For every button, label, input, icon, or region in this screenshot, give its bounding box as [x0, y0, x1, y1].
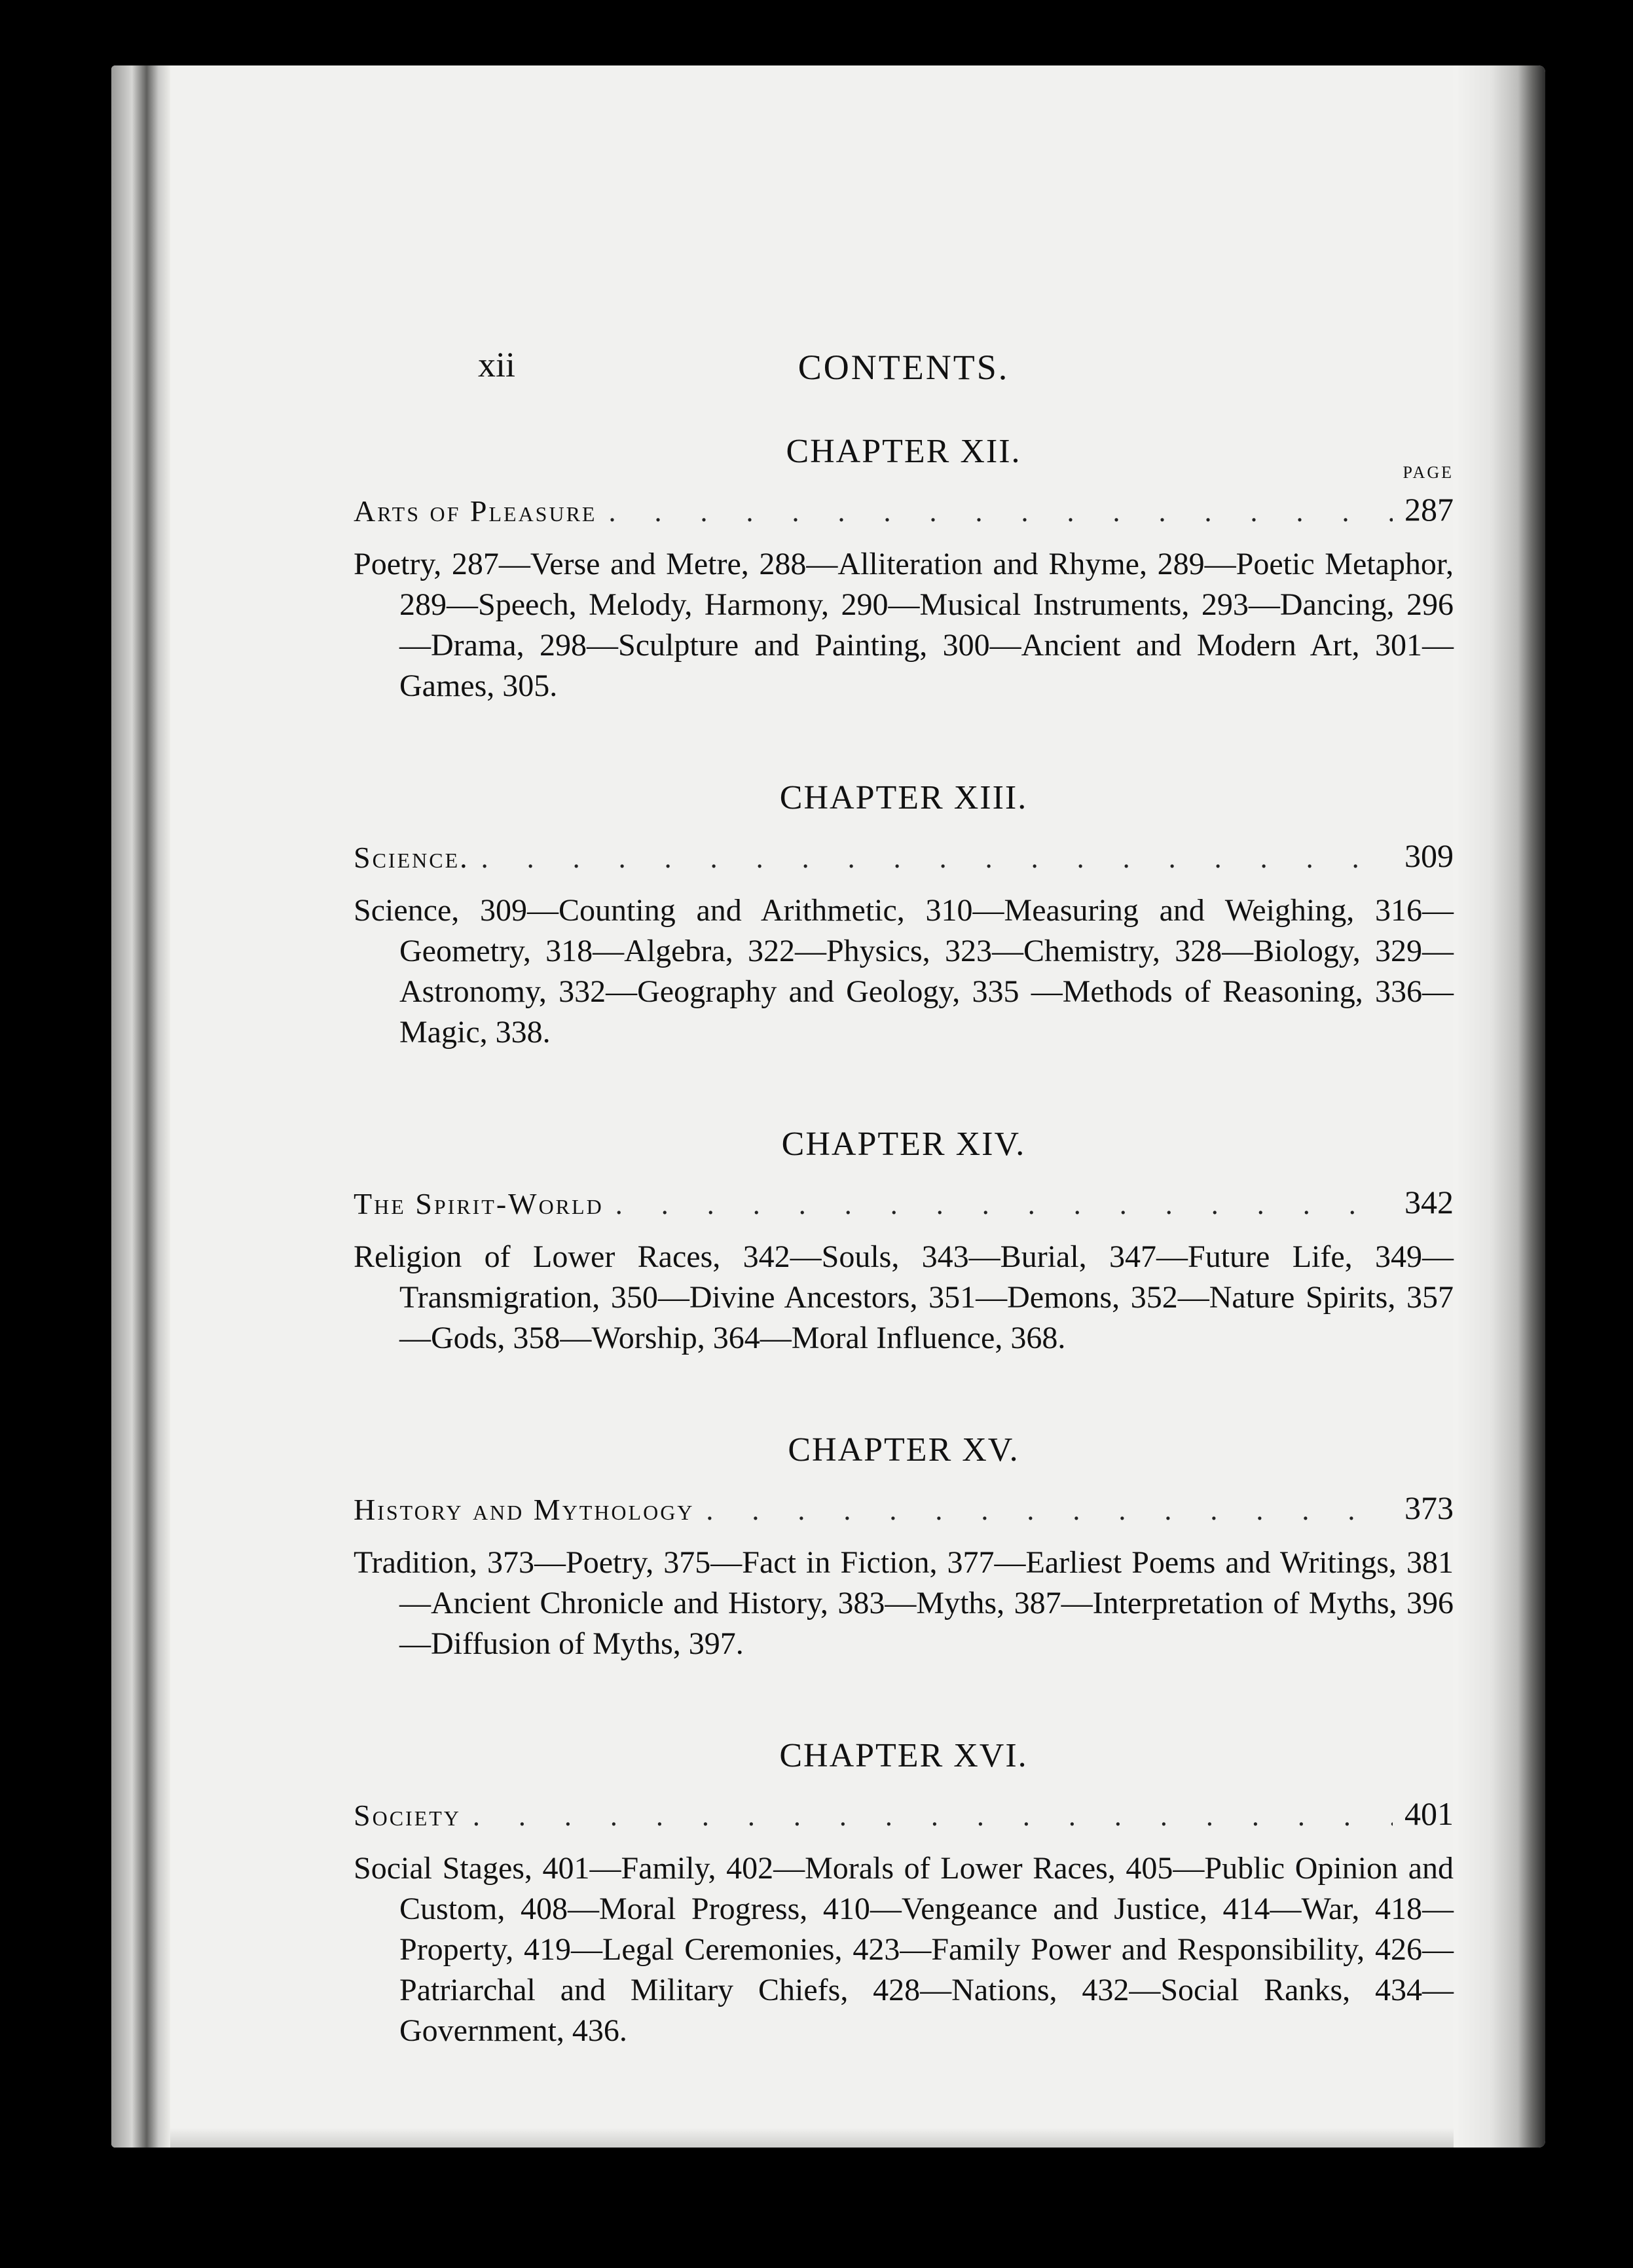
- chapter-summary: Science, 309—Counting and Arithmetic, 310—Measuring and Weighing, 316—Geometry, 318—Algebra, 322—Physics, 323—Chemistry, 328—Biology, 329—Astronomy, 332—Geography and Geology, 335 —Methods of Reasoning, 336—Magic, 338.: [354, 893, 1454, 1050]
- dot-leader: [481, 841, 1393, 875]
- chapter-section: [354, 1736, 1454, 2051]
- chapter-section: [354, 1431, 1454, 1664]
- toc-entry[interactable]: [354, 1170, 1454, 1221]
- entry-title: Science.: [354, 841, 469, 874]
- chapter-heading: CHAPTER XIV.: [781, 1125, 1026, 1163]
- page-bottom-edge: [170, 2128, 1454, 2148]
- entry-title: Society: [354, 1799, 461, 1832]
- chapter-section: [354, 778, 1454, 1053]
- toc-entry[interactable]: [354, 1476, 1454, 1527]
- entry-title: The Spirit-World: [354, 1187, 604, 1220]
- contents-text-block: [354, 282, 1454, 2051]
- entry-page-number: 342: [1404, 1184, 1454, 1220]
- page-column-label: PAGE: [1403, 463, 1454, 482]
- chapter-summary: Religion of Lower Races, 342—Souls, 343—Burial, 347—Future Life, 349—Transmigration, 350—Divine Ancestors, 351—Demons, 352—Nature Spirits, 357—Gods, 358—Worship, 364—Moral Influence, 368.: [354, 1239, 1454, 1355]
- page-edge-right: [1454, 65, 1545, 2148]
- chapter-section: [354, 432, 1454, 706]
- toc-entry[interactable]: [354, 824, 1454, 875]
- toc-entry[interactable]: [354, 1782, 1454, 1833]
- dot-leader: [706, 1493, 1393, 1527]
- chapter-heading: CHAPTER XIII.: [779, 779, 1028, 816]
- chapter-summary: Social Stages, 401—Family, 402—Morals of Lower Races, 405—Public Opinion and Custom, 408—Moral Progress, 410—Vengeance and Justice, 414—War, 418—Property, 419—Legal Ceremonies, 423—Family Power and Responsibility, 426—Patriarchal and Military Chiefs, 428—Nations, 432—Social Ranks, 434—Government, 436.: [354, 1851, 1454, 2048]
- chapter-summary: Tradition, 373—Poetry, 375—Fact in Fiction, 377—Earliest Poems and Writings, 381—Ancient Chronicle and History, 383—Myths, 387—Interpretation of Myths, 396—Diffusion of Myths, 397.: [354, 1545, 1454, 1661]
- running-head: [354, 282, 1454, 387]
- book-page: [111, 65, 1545, 2148]
- toc-entry[interactable]: [354, 463, 1454, 528]
- chapter-section: [354, 1125, 1454, 1359]
- chapter-heading: CHAPTER XII.: [786, 433, 1021, 470]
- dot-leader: [473, 1799, 1393, 1833]
- entry-title: Arts of Pleasure: [354, 494, 597, 528]
- chapter-summary: Poetry, 287—Verse and Metre, 288—Alliteration and Rhyme, 289—Poetic Metaphor, 289—Speech, Melody, Harmony, 290—Musical Instruments, 293—Dancing, 296—Drama, 298—Sculpture and Painting, 300—Ancient and Modern Art, 301—Games, 305.: [354, 547, 1454, 703]
- page-folio: xii: [478, 345, 516, 384]
- entry-page-number: 287: [1404, 491, 1454, 528]
- chapter-heading: CHAPTER XVI.: [779, 1737, 1028, 1774]
- entry-title: History and Mythology: [354, 1493, 695, 1526]
- entry-page-number: 309: [1404, 837, 1454, 874]
- dot-leader: [615, 1188, 1393, 1221]
- dot-leader: [608, 495, 1393, 528]
- page-title: CONTENTS.: [798, 348, 1010, 387]
- page-gutter-left: [111, 65, 170, 2148]
- entry-page-number: 373: [1404, 1490, 1454, 1526]
- chapter-heading: CHAPTER XV.: [788, 1431, 1019, 1469]
- entry-page-number: 401: [1404, 1795, 1454, 1832]
